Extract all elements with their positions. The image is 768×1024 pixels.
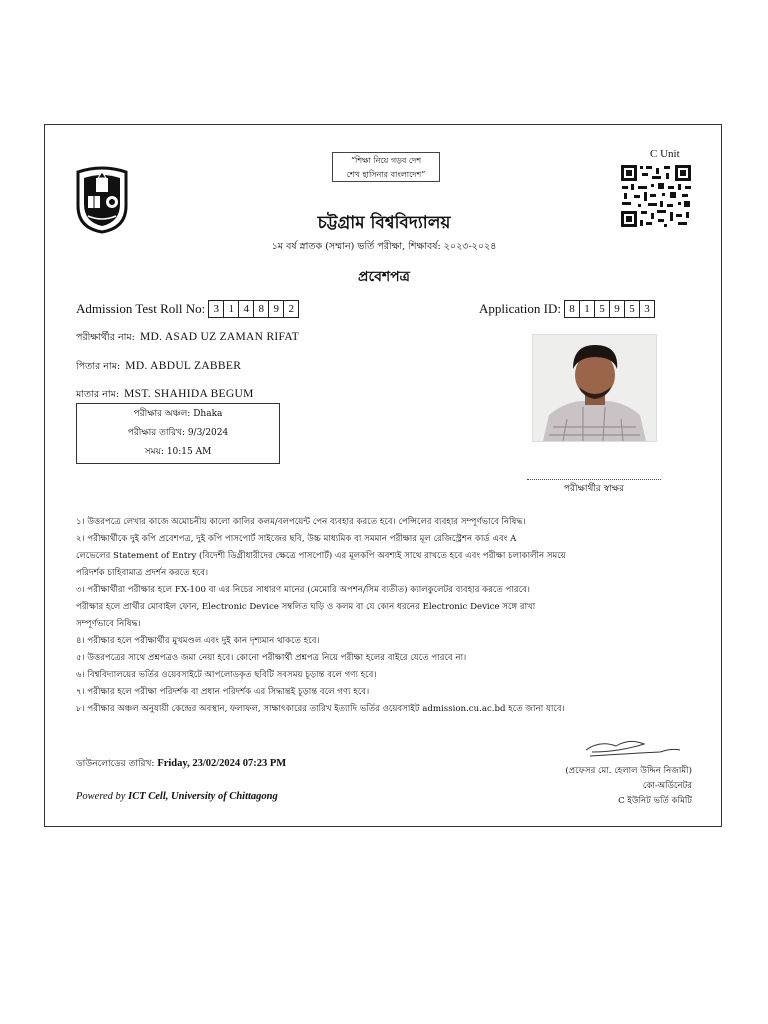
exam-info-box [76, 403, 280, 464]
signature-line [527, 479, 661, 480]
instruction-line: পরীক্ষার হলে প্রার্থীর মোবাইল ফোন, Electronic Device সম্বলিত ঘড়ি ও কলম বা যে কোন ধরনের Electronic Device সঙ্গে রাখা [76, 602, 536, 612]
instruction-line: সম্পূর্ণভাবে নিষিদ্ধ। [76, 619, 141, 629]
signature-label: পরীক্ষার্থীর স্বাক্ষর [563, 484, 625, 494]
roll-digit: 1 [223, 300, 239, 318]
coordinator-name: (প্রফেসর মো. হেলাল উদ্দিন নিজামী) [565, 766, 692, 776]
powered-by: Powered by ICT Cell, University of Chittagong [76, 791, 278, 802]
roll-digit: 3 [208, 300, 224, 318]
father-row [76, 354, 241, 375]
roll-digit: 9 [268, 300, 284, 318]
application-digit: 9 [609, 300, 625, 318]
exam-date: পরীক্ষার তারিখ: 9/3/2024 [127, 428, 229, 438]
instruction-line: ১। উত্তরপত্রে লেখার কাজে অমোচনীয় কালো কালির কলম/বলপয়েন্ট পেন ব্যবহার করতে হবে। পেন্সিলের ব্যবহার সম্পূর্ণভাবে নিষিদ্ধ। [76, 517, 526, 527]
instruction-line: পরিদর্শক চাহিবামাত্র প্রদর্শন করতে হবে। [76, 568, 209, 578]
roll-digit: 2 [283, 300, 299, 318]
application-label: Application ID: [479, 301, 561, 316]
download-value: Friday, 23/02/2024 07:23 PM [157, 758, 287, 769]
person-photo-icon [533, 335, 656, 441]
application-digit: 5 [594, 300, 610, 318]
exam-time: সময়: 10:15 AM [144, 447, 212, 457]
coordinator-committee: C ইউনিট ভর্তি কমিটি [618, 796, 692, 806]
instructions [76, 514, 696, 718]
admit-card-title: প্রবেশপত্র [358, 269, 410, 285]
coordinator-title: কো-অর্ডিনেটর [642, 781, 692, 791]
instruction-line: ৬। বিশ্ববিদ্যালয়ের ভর্তির ওয়েবসাইটে আপলোডকৃত ছবিটি সবসময় চূড়ান্ত বলে গণ্য হবে। [76, 670, 377, 680]
mother-row [76, 382, 254, 403]
examinee-name: MD. ASAD UZ ZAMAN RIFAT [139, 331, 300, 343]
instruction-line: ৩। পরীক্ষার্থীরা পরীক্ষার হলে FX-100 বা এর নিচের সাধারণ মানের (মেমোরি অপশন/সিম ব্যতীত) ক্যালকুলেটর ব্যবহার করতে পারবে। [76, 585, 530, 595]
mother-label: মাতার নাম: [76, 389, 120, 400]
download-date [76, 756, 286, 771]
application-row [479, 300, 655, 318]
application-digit: 1 [579, 300, 595, 318]
father-label: পিতার নাম: [76, 361, 121, 372]
examinee-photo [532, 334, 657, 442]
application-digit: 8 [564, 300, 580, 318]
application-digits [565, 300, 655, 318]
university-name: চট্টগ্রাম বিশ্ববিদ্যালয় [317, 213, 451, 233]
roll-digits [209, 300, 299, 318]
coordinator-signature-icon [520, 736, 692, 760]
roll-digit: 8 [253, 300, 269, 318]
application-digit: 3 [639, 300, 655, 318]
coordinator-block [520, 736, 692, 809]
instruction-line: ৮। পরীক্ষার অঞ্চল অনুযায়ী কেন্দ্রের অবস্থান, ফলাফল, সাক্ষাৎকারের তারিখ ইত্যাদি ভর্তির ওয়েবসাইট admission.cu.ac.bd হতে জানা যাবে। [76, 704, 565, 714]
slogan-box [332, 152, 440, 182]
instruction-line: ৪। পরীক্ষার হলে পরীক্ষার্থীর মুখমণ্ডল এবং দুই কান দৃশ্যমান থাকতে হবে। [76, 636, 320, 646]
instruction-line: ২। পরীক্ষার্থীকে দুই কপি প্রবেশপত্র, দুই কপি পাসপোর্ট সাইজের ছবি, উচ্চ মাধ্যমিক বা সমমান পরীক্ষার মূল রেজিস্ট্রেশন কার্ড এবং A [76, 534, 517, 544]
exam-region: পরীক্ষার অঞ্চল: Dhaka [133, 409, 223, 419]
instruction-line: ৭। পরীক্ষার হলে পরীক্ষা পরিদর্শক বা প্রধান পরিদর্শক এর সিদ্ধান্তই চূড়ান্ত বলে গণ্য হবে। [76, 687, 370, 697]
mother-name: MST. SHAHIDA BEGUM [124, 388, 254, 400]
slogan-line-1: “শিক্ষা নিয়ে গড়ব দেশ [350, 156, 422, 165]
download-label: ডাউনলোডের তারিখ: [76, 759, 155, 769]
roll-digit: 4 [238, 300, 254, 318]
unit-label: C Unit [650, 148, 680, 160]
examinee-row [76, 325, 299, 346]
application-digit: 5 [624, 300, 640, 318]
roll-label: Admission Test Roll No: [76, 301, 206, 316]
roll-row [76, 300, 299, 318]
instruction-line: লেভেলের Statement of Entry (বিদেশী ডিগ্রীধারীদের ক্ষেত্রে পাসপোর্ট) এর মূলকপি অবশ্যই সাথে রাখতে হবে এবং পরীক্ষা চলাকালীন সময়ে [76, 551, 566, 561]
instruction-line: ৫। উত্তরপত্রের সাথে প্রশ্নপত্রও জমা নেয়া হবে। কোনো পরীক্ষার্থী প্রশ্নপত্র নিয়ে পরীক্ষা হলের বাইরে যেতে পারবে না। [76, 653, 467, 663]
father-name: MD. ABDUL ZABBER [125, 360, 242, 372]
slogan-line-2: শেখ হাসিনার বাংলাদেশ” [346, 170, 426, 179]
exam-title: ১ম বর্ষ স্নাতক (সম্মান) ভর্তি পরীক্ষা, শিক্ষাবর্ষ: ২০২৩-২০২৪ [271, 241, 497, 252]
examinee-label: পরীক্ষার্থীর নাম: [76, 332, 135, 343]
